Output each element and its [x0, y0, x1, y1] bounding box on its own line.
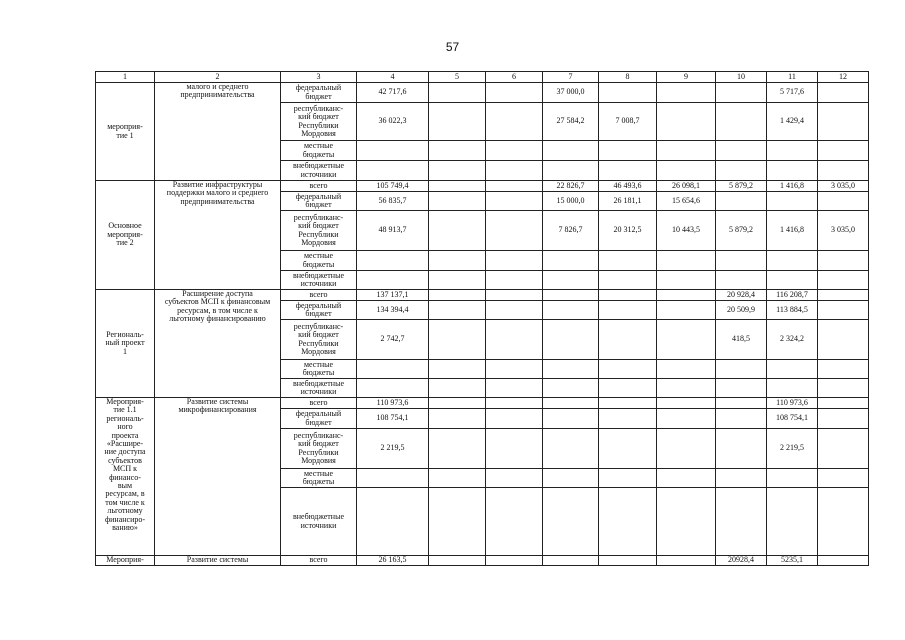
column-header-3: 3	[281, 72, 357, 83]
amount-cell-col-8	[599, 141, 657, 161]
amount-cell-col-8	[599, 301, 657, 320]
amount-cell-col-8	[599, 83, 657, 103]
funding-source: федеральный бюджет	[281, 301, 357, 320]
amount-cell-col-6	[486, 83, 543, 103]
amount-cell-col-11: 5235,1	[767, 556, 818, 566]
amount-cell-col-5	[429, 83, 486, 103]
column-header-12: 12	[818, 72, 869, 83]
amount-cell-col-9	[657, 161, 716, 181]
amount-cell-col-9	[657, 320, 716, 360]
amount-cell-col-8	[599, 271, 657, 290]
amount-cell-col-7	[543, 301, 599, 320]
budget-table	[95, 71, 869, 566]
amount-cell-col-10	[716, 83, 767, 103]
amount-cell-col-12	[818, 429, 869, 469]
column-header-7: 7	[543, 72, 599, 83]
amount-cell-col-6	[486, 398, 543, 409]
amount-cell-col-5	[429, 429, 486, 469]
amount-cell-col-6	[486, 251, 543, 271]
amount-cell-col-10	[716, 360, 767, 379]
amount-cell-col-7: 37 000,0	[543, 83, 599, 103]
amount-cell-col-12	[818, 161, 869, 181]
amount-cell-col-7: 7 826,7	[543, 211, 599, 251]
amount-cell-col-7	[543, 556, 599, 566]
funding-source: местные бюджеты	[281, 469, 357, 488]
funding-source: республиканс- кий бюджет Республики Мордовия	[281, 320, 357, 360]
amount-cell-col-12	[818, 290, 869, 301]
amount-cell-col-10: 5 879,2	[716, 181, 767, 192]
amount-cell-col-10	[716, 251, 767, 271]
amount-cell-col-10	[716, 379, 767, 398]
amount-cell-col-4	[357, 488, 429, 556]
funding-source: внебюджетные источники	[281, 271, 357, 290]
activity-name: Основное мероприя- тие 2	[96, 181, 155, 290]
amount-cell-col-8	[599, 398, 657, 409]
amount-cell-col-4: 48 913,7	[357, 211, 429, 251]
amount-cell-col-6	[486, 488, 543, 556]
amount-cell-col-7	[543, 320, 599, 360]
column-header-6: 6	[486, 72, 543, 83]
column-header-5: 5	[429, 72, 486, 83]
amount-cell-col-10	[716, 398, 767, 409]
amount-cell-col-12	[818, 320, 869, 360]
amount-cell-col-7	[543, 429, 599, 469]
header-row	[96, 72, 869, 83]
amount-cell-col-10	[716, 141, 767, 161]
funding-source: внебюджетные источники	[281, 161, 357, 181]
funding-source: федеральный бюджет	[281, 409, 357, 429]
amount-cell-col-12	[818, 271, 869, 290]
amount-cell-col-4	[357, 141, 429, 161]
funding-source: республиканс- кий бюджет Республики Мордовия	[281, 429, 357, 469]
amount-cell-col-8	[599, 429, 657, 469]
amount-cell-col-5	[429, 290, 486, 301]
amount-cell-col-6	[486, 271, 543, 290]
amount-cell-col-5	[429, 103, 486, 141]
amount-cell-col-12	[818, 398, 869, 409]
amount-cell-col-5	[429, 301, 486, 320]
amount-cell-col-7	[543, 488, 599, 556]
amount-cell-col-11	[767, 271, 818, 290]
amount-cell-col-8	[599, 469, 657, 488]
amount-cell-col-10	[716, 409, 767, 429]
amount-cell-col-6	[486, 181, 543, 192]
amount-cell-col-9	[657, 379, 716, 398]
amount-cell-col-9	[657, 360, 716, 379]
amount-cell-col-12	[818, 409, 869, 429]
amount-cell-col-12	[818, 469, 869, 488]
amount-cell-col-12: 3 035,0	[818, 181, 869, 192]
amount-cell-col-9	[657, 301, 716, 320]
amount-cell-col-4: 2 219,5	[357, 429, 429, 469]
amount-cell-col-6	[486, 320, 543, 360]
amount-cell-col-5	[429, 211, 486, 251]
table-row	[96, 83, 869, 103]
amount-cell-col-8: 7 008,7	[599, 103, 657, 141]
amount-cell-col-5	[429, 192, 486, 211]
amount-cell-col-4: 42 717,6	[357, 83, 429, 103]
amount-cell-col-11: 110 973,6	[767, 398, 818, 409]
amount-cell-col-10	[716, 469, 767, 488]
amount-cell-col-6	[486, 290, 543, 301]
amount-cell-col-8: 46 493,6	[599, 181, 657, 192]
amount-cell-col-4	[357, 360, 429, 379]
column-header-10: 10	[716, 72, 767, 83]
amount-cell-col-11: 2 324,2	[767, 320, 818, 360]
funding-source: республиканс- кий бюджет Республики Мордовия	[281, 211, 357, 251]
column-header-1: 1	[96, 72, 155, 83]
amount-cell-col-9	[657, 409, 716, 429]
amount-cell-col-10: 20 509,9	[716, 301, 767, 320]
amount-cell-col-8	[599, 360, 657, 379]
amount-cell-col-10: 418,5	[716, 320, 767, 360]
amount-cell-col-7	[543, 271, 599, 290]
amount-cell-col-8	[599, 320, 657, 360]
funding-source: внебюджетные источники	[281, 379, 357, 398]
amount-cell-col-5	[429, 398, 486, 409]
amount-cell-col-4: 2 742,7	[357, 320, 429, 360]
amount-cell-col-4: 110 973,6	[357, 398, 429, 409]
amount-cell-col-7	[543, 398, 599, 409]
amount-cell-col-12	[818, 83, 869, 103]
amount-cell-col-6	[486, 141, 543, 161]
amount-cell-col-9	[657, 556, 716, 566]
amount-cell-col-4	[357, 379, 429, 398]
amount-cell-col-8	[599, 379, 657, 398]
amount-cell-col-10	[716, 488, 767, 556]
amount-cell-col-6	[486, 429, 543, 469]
amount-cell-col-9	[657, 271, 716, 290]
activity-description: Развитие системы микрофинансирования	[155, 398, 281, 556]
amount-cell-col-8	[599, 251, 657, 271]
column-header-4: 4	[357, 72, 429, 83]
amount-cell-col-9: 10 443,5	[657, 211, 716, 251]
amount-cell-col-5	[429, 556, 486, 566]
amount-cell-col-4: 137 137,1	[357, 290, 429, 301]
amount-cell-col-11: 1 416,8	[767, 211, 818, 251]
amount-cell-col-12	[818, 360, 869, 379]
amount-cell-col-11: 2 219,5	[767, 429, 818, 469]
amount-cell-col-8	[599, 290, 657, 301]
amount-cell-col-11: 1 416,8	[767, 181, 818, 192]
amount-cell-col-11	[767, 360, 818, 379]
amount-cell-col-4	[357, 271, 429, 290]
amount-cell-col-4: 26 163,5	[357, 556, 429, 566]
table-row	[96, 398, 869, 409]
amount-cell-col-7	[543, 379, 599, 398]
amount-cell-col-6	[486, 192, 543, 211]
amount-cell-col-12	[818, 141, 869, 161]
amount-cell-col-5	[429, 141, 486, 161]
amount-cell-col-12	[818, 379, 869, 398]
amount-cell-col-5	[429, 360, 486, 379]
amount-cell-col-9	[657, 469, 716, 488]
amount-cell-col-11	[767, 251, 818, 271]
amount-cell-col-11	[767, 469, 818, 488]
amount-cell-col-9	[657, 141, 716, 161]
amount-cell-col-10: 20 928,4	[716, 290, 767, 301]
amount-cell-col-6	[486, 409, 543, 429]
amount-cell-col-11	[767, 141, 818, 161]
funding-source: местные бюджеты	[281, 360, 357, 379]
funding-source: республиканс- кий бюджет Республики Мордовия	[281, 103, 357, 141]
amount-cell-col-12	[818, 556, 869, 566]
amount-cell-col-7: 27 584,2	[543, 103, 599, 141]
amount-cell-col-7	[543, 290, 599, 301]
amount-cell-col-5	[429, 379, 486, 398]
activity-name: Мероприя-	[96, 556, 155, 566]
amount-cell-col-7: 22 826,7	[543, 181, 599, 192]
activity-description: малого и среднего предпринимательства	[155, 83, 281, 181]
amount-cell-col-10	[716, 271, 767, 290]
amount-cell-col-11: 113 884,5	[767, 301, 818, 320]
amount-cell-col-8	[599, 161, 657, 181]
amount-cell-col-11: 5 717,6	[767, 83, 818, 103]
amount-cell-col-5	[429, 409, 486, 429]
amount-cell-col-7: 15 000,0	[543, 192, 599, 211]
amount-cell-col-4: 36 022,3	[357, 103, 429, 141]
amount-cell-col-9: 26 098,1	[657, 181, 716, 192]
table-row	[96, 181, 869, 192]
table-row	[96, 556, 869, 566]
amount-cell-col-5	[429, 181, 486, 192]
amount-cell-col-8: 20 312,5	[599, 211, 657, 251]
amount-cell-col-11: 108 754,1	[767, 409, 818, 429]
amount-cell-col-4	[357, 469, 429, 488]
activity-name: Мероприя- тие 1.1 региональ- ного проекта «Расшире- ние доступа субъектов МСП к финансо- вым ресурсам, в том числе к льготному финансиро- ванию»	[96, 398, 155, 556]
amount-cell-col-9	[657, 290, 716, 301]
amount-cell-col-12	[818, 488, 869, 556]
amount-cell-col-11	[767, 192, 818, 211]
amount-cell-col-6	[486, 103, 543, 141]
amount-cell-col-8: 26 181,1	[599, 192, 657, 211]
column-header-9: 9	[657, 72, 716, 83]
amount-cell-col-11	[767, 379, 818, 398]
amount-cell-col-12: 3 035,0	[818, 211, 869, 251]
activity-description: Развитие инфраструктуры поддержки малого и среднего предпринимательства	[155, 181, 281, 290]
amount-cell-col-7	[543, 409, 599, 429]
amount-cell-col-12	[818, 301, 869, 320]
amount-cell-col-5	[429, 320, 486, 360]
amount-cell-col-6	[486, 360, 543, 379]
funding-source: всего	[281, 181, 357, 192]
amount-cell-col-5	[429, 161, 486, 181]
amount-cell-col-10	[716, 161, 767, 181]
amount-cell-col-5	[429, 251, 486, 271]
amount-cell-col-11	[767, 488, 818, 556]
amount-cell-col-7	[543, 161, 599, 181]
amount-cell-col-12	[818, 192, 869, 211]
amount-cell-col-7	[543, 469, 599, 488]
amount-cell-col-12	[818, 251, 869, 271]
amount-cell-col-8	[599, 488, 657, 556]
column-header-2: 2	[155, 72, 281, 83]
funding-source: внебюджетные источники	[281, 488, 357, 556]
funding-source: всего	[281, 290, 357, 301]
activity-name: Региональ- ный проект 1	[96, 290, 155, 398]
amount-cell-col-10: 20928,4	[716, 556, 767, 566]
amount-cell-col-9	[657, 251, 716, 271]
funding-source: федеральный бюджет	[281, 192, 357, 211]
activity-description: Расширение доступа субъектов МСП к финансовым ресурсам, в том числе к льготному финансированию	[155, 290, 281, 398]
amount-cell-col-6	[486, 469, 543, 488]
amount-cell-col-11: 1 429,4	[767, 103, 818, 141]
amount-cell-col-6	[486, 379, 543, 398]
amount-cell-col-10	[716, 192, 767, 211]
amount-cell-col-11	[767, 161, 818, 181]
amount-cell-col-10	[716, 429, 767, 469]
amount-cell-col-9	[657, 398, 716, 409]
amount-cell-col-6	[486, 556, 543, 566]
amount-cell-col-4: 105 749,4	[357, 181, 429, 192]
amount-cell-col-9	[657, 429, 716, 469]
amount-cell-col-9: 15 654,6	[657, 192, 716, 211]
amount-cell-col-4: 108 754,1	[357, 409, 429, 429]
amount-cell-col-9	[657, 83, 716, 103]
amount-cell-col-4	[357, 251, 429, 271]
amount-cell-col-6	[486, 301, 543, 320]
amount-cell-col-9	[657, 103, 716, 141]
funding-source: всего	[281, 398, 357, 409]
activity-description: Развитие системы	[155, 556, 281, 566]
amount-cell-col-7	[543, 360, 599, 379]
amount-cell-col-4: 134 394,4	[357, 301, 429, 320]
column-header-8: 8	[599, 72, 657, 83]
amount-cell-col-7	[543, 141, 599, 161]
amount-cell-col-8	[599, 409, 657, 429]
amount-cell-col-12	[818, 103, 869, 141]
amount-cell-col-8	[599, 556, 657, 566]
amount-cell-col-5	[429, 469, 486, 488]
amount-cell-col-6	[486, 211, 543, 251]
amount-cell-col-7	[543, 251, 599, 271]
amount-cell-col-10	[716, 103, 767, 141]
amount-cell-col-4: 56 835,7	[357, 192, 429, 211]
table-row	[96, 290, 869, 301]
funding-source: федеральный бюджет	[281, 83, 357, 103]
page-number: 57	[445, 40, 460, 54]
amount-cell-col-5	[429, 271, 486, 290]
amount-cell-col-6	[486, 161, 543, 181]
amount-cell-col-10: 5 879,2	[716, 211, 767, 251]
funding-source: местные бюджеты	[281, 251, 357, 271]
activity-name: мероприя- тие 1	[96, 83, 155, 181]
amount-cell-col-11: 116 208,7	[767, 290, 818, 301]
amount-cell-col-4	[357, 161, 429, 181]
amount-cell-col-5	[429, 488, 486, 556]
column-header-11: 11	[767, 72, 818, 83]
funding-source: всего	[281, 556, 357, 566]
amount-cell-col-9	[657, 488, 716, 556]
funding-source: местные бюджеты	[281, 141, 357, 161]
